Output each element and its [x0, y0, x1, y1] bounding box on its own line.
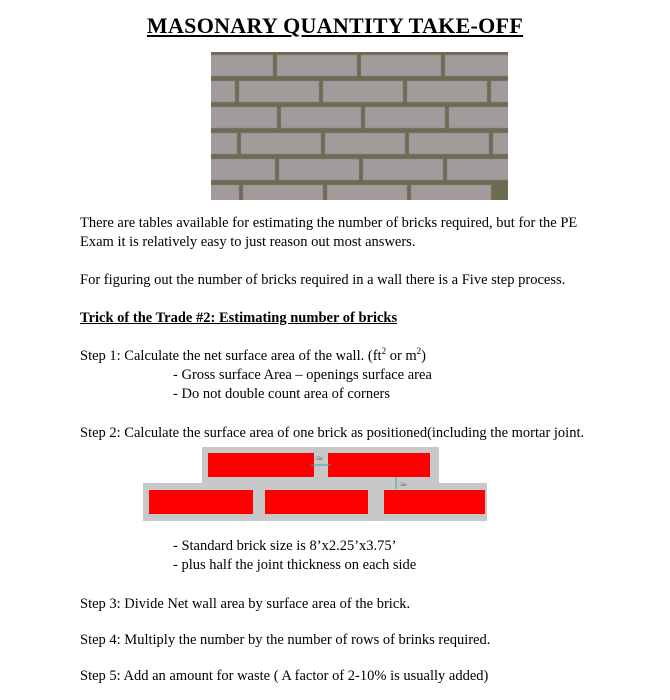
brick-diagram [140, 447, 500, 523]
step-1-end: ) [421, 348, 427, 364]
step-2-note-2: - plus half the joint thickness on each side [173, 557, 417, 573]
step-4: Step 4: Multiply the number by the number of rows of brinks required. [80, 632, 491, 648]
step-1 [80, 347, 426, 366]
step-1-bullet-2-text: Do not double count area of corners [181, 386, 391, 402]
brick-top-1 [208, 453, 314, 477]
trick-heading: Trick of the Trade #2: Estimating number of bricks [80, 310, 398, 326]
step-2-note-1: - Standard brick size is 8’x2.25’x3.75’ [173, 538, 397, 554]
step-1-bullet-2: - Do not double count area of corners [173, 386, 391, 402]
step-1-sup-2: 2 [416, 346, 422, 357]
brick-top-2 [328, 453, 430, 477]
step-3: Step 3: Divide Net wall area by surface area of the brick. [80, 596, 411, 612]
intro-line-1: There are tables available for estimating the number of bricks required, but for the PE [80, 215, 578, 231]
step-1-bullet-1-text: Gross surface Area – openings surface area [181, 367, 432, 383]
brick-wall-image [211, 52, 508, 200]
brick-bottom-2 [265, 490, 368, 514]
joint-label-horizontal: .5in [315, 457, 323, 462]
five-step-text: For figuring out the number of bricks required in a wall there is a Five step process. [80, 272, 566, 288]
step-1-or: or m [386, 348, 417, 364]
step-5: Step 5: Add an amount for waste ( A factor of 2-10% is usually added) [80, 668, 489, 684]
step-1-bullet-1: - Gross surface Area – openings surface area [173, 367, 432, 383]
step-1-sup-1: 2 [381, 346, 387, 357]
brick-bottom-3 [384, 490, 485, 514]
page-title: MASONARY QUANTITY TAKE-OFF [146, 13, 524, 38]
intro-line-2: Exam it is relatively easy to just reason out most answers. [80, 234, 416, 250]
step-2: Step 2: Calculate the surface area of one brick as positioned(including the mortar joint. [80, 425, 585, 441]
step-1-text: Step 1: Calculate the net surface area of the wall. (ft [80, 348, 382, 364]
brick-bottom-1 [149, 490, 253, 514]
joint-label-vertical: .5in [399, 483, 407, 488]
